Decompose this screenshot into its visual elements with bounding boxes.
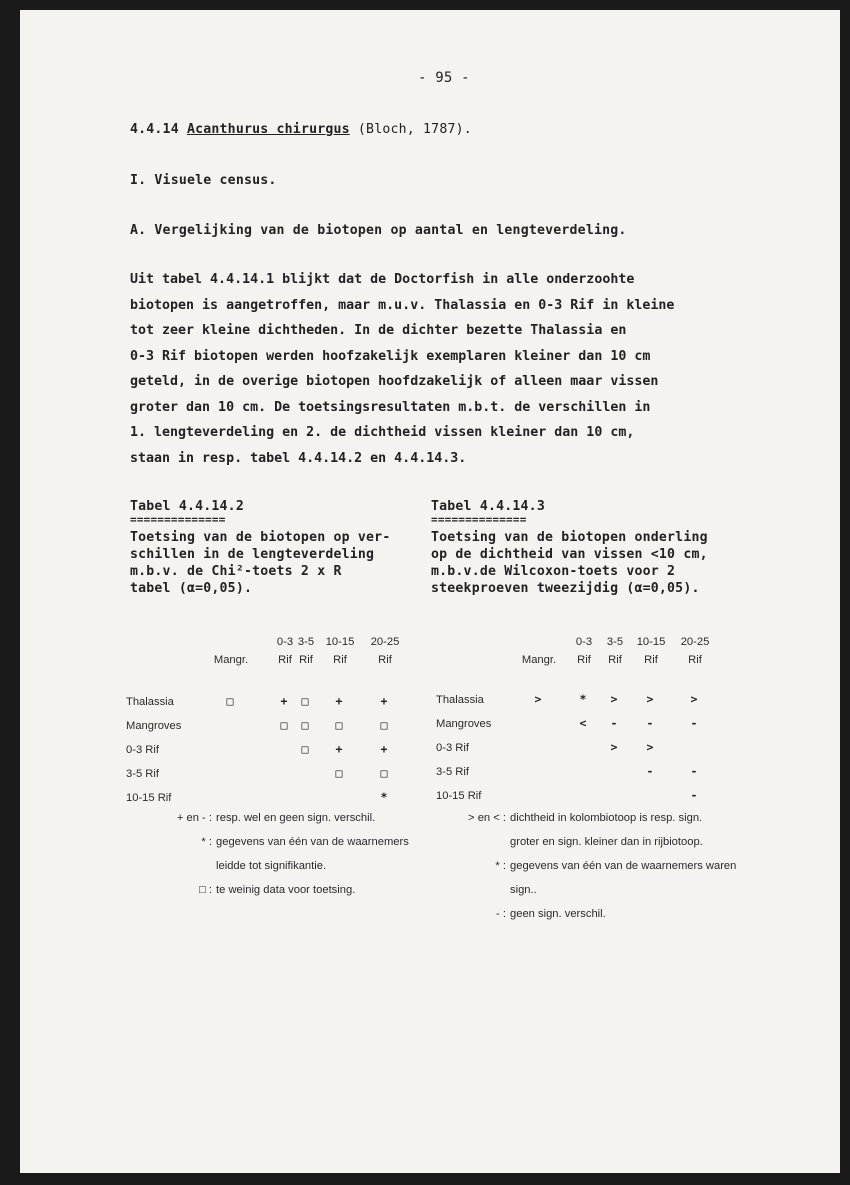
- heading-species: Acanthurus chirurgus: [186, 122, 350, 137]
- column-header-top: 10-15: [325, 636, 355, 648]
- column-header-bottom: Mangr.: [213, 654, 249, 666]
- legend-text: gegevens van één van de waarnemers waren: [510, 860, 737, 872]
- caption-line: tabel (α=0,05).: [130, 581, 253, 596]
- caption-line: m.b.v.de Wilcoxon-toets voor 2: [431, 564, 676, 579]
- legend-text: geen sign. verschil.: [510, 908, 606, 920]
- table-cell: □: [301, 694, 309, 708]
- table-right: [430, 636, 730, 806]
- table-cell: □: [380, 766, 388, 780]
- table-cell: -: [646, 764, 654, 778]
- column-header-bottom: Rif: [688, 654, 702, 666]
- table-cell: >: [610, 740, 618, 754]
- column-header-top: 20-25: [370, 636, 400, 648]
- table-cell: □: [226, 694, 234, 708]
- table-cell: *: [579, 692, 587, 706]
- legend-text: resp. wel en geen sign. verschil.: [216, 812, 376, 824]
- legend-symbol: □ :: [199, 884, 212, 896]
- column-header-bottom: Rif: [608, 654, 622, 666]
- table-cell: □: [335, 718, 343, 732]
- paragraph-line: Uit tabel 4.4.14.1 blijkt dat de Doctorfish in alle onderzoohte: [130, 272, 635, 287]
- legend-symbol: * :: [495, 860, 506, 872]
- paragraph-line: groter dan 10 cm. De toetsingsresultaten m.b.t. de verschillen in: [130, 399, 651, 415]
- table-left-underline: ==============: [130, 513, 226, 526]
- column-header-bottom: Rif: [278, 654, 292, 666]
- column-header-bottom: Rif: [644, 654, 658, 666]
- table-cell: +: [335, 694, 343, 708]
- legend-text: gegevens van één van de waarnemers: [216, 836, 409, 848]
- legend-text: groter en sign. kleiner dan in rijbiotoop.: [510, 836, 703, 848]
- paragraph-line: staan in resp. tabel 4.4.14.2 en 4.4.14.3.: [130, 450, 467, 466]
- column-header-top: 20-25: [680, 636, 710, 648]
- table-right-underline: ==============: [431, 513, 527, 526]
- table-cell: +: [380, 694, 388, 708]
- caption-line: schillen in de lengteverdeling: [130, 547, 375, 562]
- table-cell: >: [610, 692, 618, 706]
- column-header-bottom: Rif: [577, 654, 591, 666]
- column-header-top: 0-3: [575, 636, 593, 648]
- column-header-top: 10-15: [636, 636, 666, 648]
- table-cell: □: [301, 742, 309, 756]
- legend-text: leidde tot signifikantie.: [216, 860, 327, 872]
- legend-symbol: + en - :: [176, 812, 212, 824]
- caption-line: Toetsing van de biotopen onderling: [431, 530, 708, 545]
- heading-number: 4.4.14: [130, 122, 179, 137]
- legend-symbol: * :: [201, 836, 212, 848]
- table-right-title: Tabel 4.4.14.3: [431, 499, 545, 514]
- column-header-bottom: Rif: [333, 654, 347, 666]
- heading-author: (Bloch, 1787).: [357, 122, 472, 137]
- table-cell: +: [335, 742, 343, 756]
- table-cell: <: [579, 716, 587, 730]
- legend-text: sign..: [510, 884, 537, 896]
- table-cell: -: [690, 764, 698, 778]
- subsection-visual-census: I. Visuele census.: [130, 173, 277, 188]
- body-paragraph: [130, 272, 770, 472]
- page-number: - 95 -: [418, 70, 470, 86]
- row-label: 0-3 Rif: [436, 742, 469, 754]
- row-label: 3-5 Rif: [436, 766, 469, 778]
- legend-text: te weinig data voor toetsing.: [216, 884, 356, 896]
- table-cell: □: [280, 718, 288, 732]
- caption-line: Toetsing van de biotopen op ver-: [130, 530, 391, 545]
- table-cell: □: [301, 718, 309, 732]
- row-label: Thalassia: [436, 694, 484, 706]
- table-cell: -: [610, 716, 618, 730]
- section-heading: [130, 122, 472, 137]
- caption-line: op de dichtheid van vissen <10 cm,: [431, 547, 708, 562]
- caption-line: m.b.v. de Chi²-toets 2 x R: [130, 564, 342, 579]
- row-label: 0-3 Rif: [126, 744, 159, 756]
- table-left-title: Tabel 4.4.14.2: [130, 499, 244, 514]
- table-cell: -: [690, 716, 698, 730]
- table-left: [120, 636, 400, 806]
- table-cell: >: [534, 692, 542, 706]
- table-left-legend: [120, 812, 420, 912]
- table-cell: +: [380, 742, 388, 756]
- table-cell: □: [335, 766, 343, 780]
- row-label: Mangroves: [436, 718, 492, 730]
- paragraph-line: tot zeer kleine dichtheden. In de dichter bezette Thalassia en: [130, 323, 627, 338]
- column-header-top: 3-5: [606, 636, 624, 648]
- column-header-bottom: Rif: [378, 654, 392, 666]
- table-cell: *: [380, 790, 388, 804]
- table-cell: +: [280, 694, 288, 708]
- table-cell: >: [646, 692, 654, 706]
- table-cell: >: [646, 740, 654, 754]
- row-label: 3-5 Rif: [126, 768, 159, 780]
- table-right-legend: [430, 812, 760, 932]
- paragraph-line: 0-3 Rif biotopen werden hoofzakelijk exemplaren kleiner dan 10 cm: [130, 348, 651, 364]
- column-header-bottom: Mangr.: [521, 654, 557, 666]
- column-header-bottom: Rif: [299, 654, 313, 666]
- legend-symbol: - :: [496, 908, 506, 920]
- paragraph-line: 1. lengteverdeling en 2. de dichtheid vissen kleiner dan 10 cm,: [130, 425, 635, 440]
- paragraph-line: geteld, in de overige biotopen hoofdzakelijk of alleen maar vissen: [130, 374, 659, 389]
- legend-text: dichtheid in kolombiotoop is resp. sign.: [510, 812, 703, 824]
- column-header-top: 0-3: [276, 636, 294, 648]
- paragraph-line: biotopen is aangetroffen, maar m.u.v. Thalassia en 0-3 Rif in kleine: [130, 297, 675, 313]
- row-label: Thalassia: [126, 696, 174, 708]
- legend-symbol: > en < :: [468, 812, 506, 824]
- table-cell: -: [646, 716, 654, 730]
- column-header-top: 3-5: [297, 636, 315, 648]
- table-cell: >: [690, 692, 698, 706]
- table-cell: -: [690, 788, 698, 802]
- row-label: 10-15 Rif: [126, 792, 172, 804]
- row-label: Mangroves: [126, 720, 182, 732]
- row-label: 10-15 Rif: [436, 790, 482, 802]
- caption-line: steekproeven tweezijdig (α=0,05).: [431, 581, 700, 596]
- document-page: [20, 10, 840, 1173]
- subsection-comparison: A. Vergelijking van de biotopen op aantal en lengteverdeling.: [130, 223, 627, 238]
- table-cell: □: [380, 718, 388, 732]
